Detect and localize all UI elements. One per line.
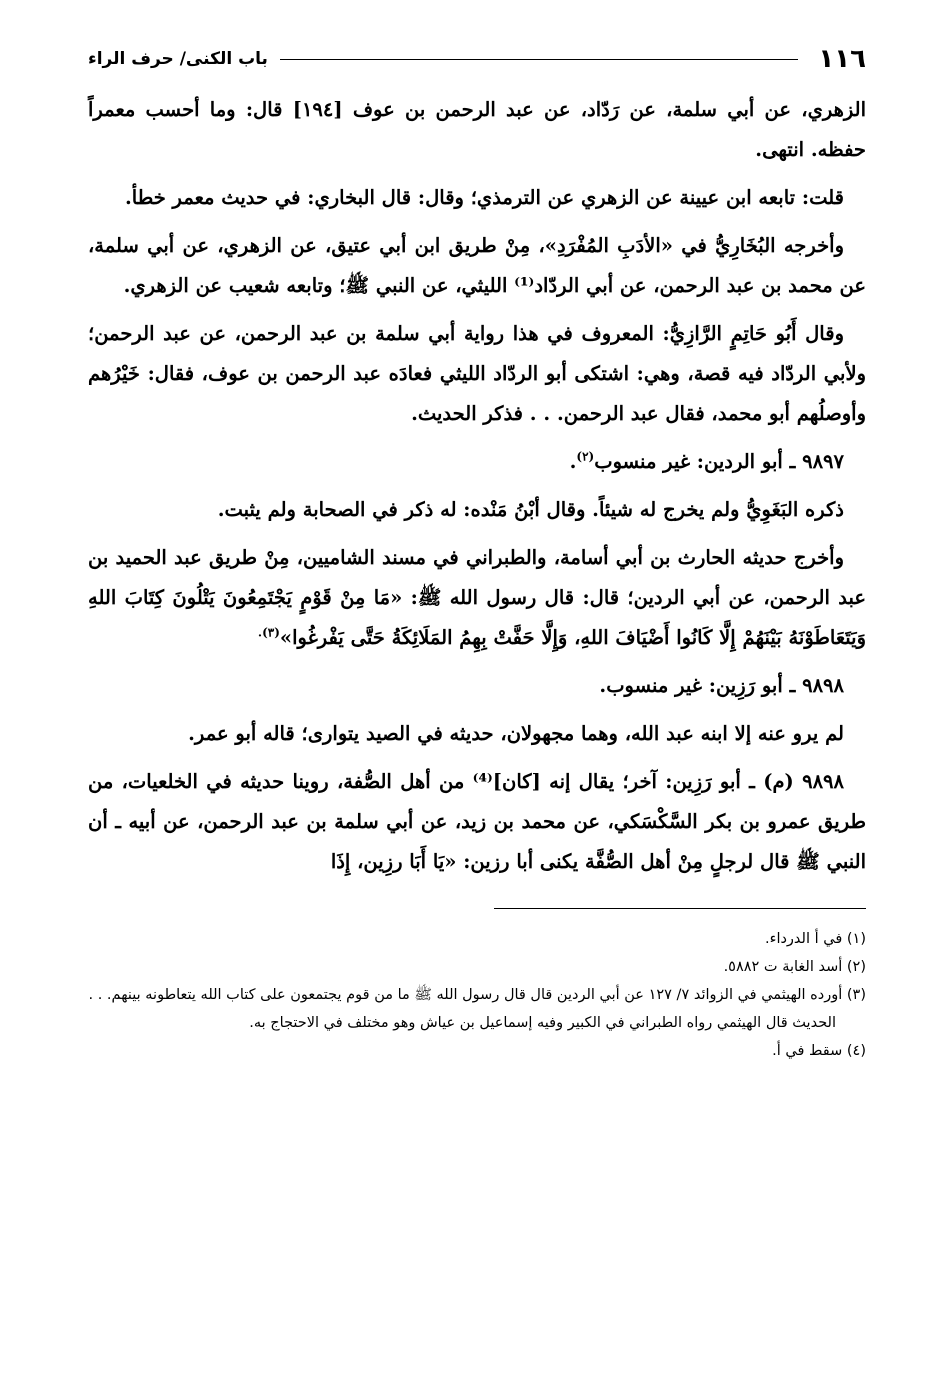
page-number: ١١٦ bbox=[818, 44, 866, 74]
entry-title: ـ أبو الردين: غير منسوب bbox=[594, 450, 796, 473]
entry-number: ٩٨٩٨ (م) bbox=[763, 770, 844, 793]
paragraph: لم يرو عنه إلا ابنه عبد الله، وهما مجهولان، حديثه في الصيد يتوارى؛ قاله أبو عمر. bbox=[188, 722, 844, 745]
footnote-mark: (٢) bbox=[576, 449, 595, 464]
paragraph: قلت: تابعه ابن عيينة عن الزهري عن الترمذي؛ وقال: قال البخاري: في حديث معمر خطأ. bbox=[124, 186, 844, 209]
book-page bbox=[88, 38, 866, 1338]
entry-9897-heading: ٩٨٩٧ ـ أبو الردين: غير منسوب$^{(٢)}$. bbox=[569, 449, 844, 473]
footnote: (١) في أ الدرداء. bbox=[765, 931, 866, 947]
entry-9898-heading bbox=[88, 666, 866, 706]
paragraph: وقال أَبُو حَاتِمٍ الرَّازِيُّ: المعروف في هذا رواية أبي سلمة بن عبد الرحمن، عن عبد الرحمن؛ ولأبي الردّاد فيه قصة، وهي: اشتكى أبو الردّاد الليثي فعادَه عبد الرحمن بن عوف، فقال: خَيْرُهم وأوصلُهم أبو محمد، فقال عبد الرحمن. . . فذكر الحديث. bbox=[88, 322, 866, 425]
header-rule bbox=[280, 59, 798, 60]
paragraph: وأخرجه البُخَارِيُّ في «الأدَبِ المُفْرَدِ»، مِنْ طريق ابن أبي عتيق، عن الزهري، عن أبي سلمة، عن محمد بن عبد الرحمن، عن أبي الردّاد⁽¹⁾ الليثي، عن النبي ﷺ؛ وتابعه شعيب عن الزهري. bbox=[88, 234, 866, 297]
entry-title: ـ أبو رَزِين: غير منسوب. bbox=[599, 674, 796, 697]
entry-9898m bbox=[88, 762, 866, 882]
footnote-mark: (٣). bbox=[257, 625, 280, 640]
footnote: (٣) أورده الهيثمي في الزوائد ٧/ ١٢٧ عن أبي الردين قال قال رسول الله ﷺ ما من قوم يجتمعون على كتاب الله يتعاطونه بينهم. . . الحديث قال الهيثمي رواه الطبراني في الكبير وفيه إسماعيل بن عياش وهو مختلف في الاحتجاج به. bbox=[88, 987, 866, 1031]
entry-text: ـ أبو رَزِين: آخر؛ يقال إنه [كان]⁽⁴⁾ من أهل الصُّفة، روينا حديثه في الخلعيات، من طريق عمرو بن بكر السَّكْسَكي، عن محمد بن زيد، عن أبي سلمة بن عبد الرحمن، عن أبيه ـ أن النبي ﷺ قال لرجلٍ مِنْ أهل الصُّفَّة يكنى أبا رزين: «يَا أَبَا رزِين، إِذَا bbox=[88, 770, 866, 873]
footnotes bbox=[88, 925, 866, 1065]
main-text bbox=[88, 90, 866, 882]
footnote: (٤) سقط في أ. bbox=[772, 1043, 866, 1059]
entry-number: ٩٨٩٨ bbox=[802, 674, 844, 697]
paragraph: الزهري، عن أبي سلمة، عن رَدّاد، عن عبد الرحمن بن عوف [١٩٤] قال: وما أحسب معمراً حفظه. انتهى. bbox=[88, 98, 866, 161]
hadith-text: وأخرج حديثه الحارث بن أبي أسامة، والطبراني في مسند الشاميين، مِنْ طريق عبد الحميد بن عبد الرحمن، عن أبي الردين؛ قال: قال رسول الله ﷺ: «مَا مِنْ قَوْمٍ يَجْتَمِعُونَ يَتْلُونَ كِتَابَ اللهِ وَيَتَعَاطَوْنَهُ بَيْنَهُمْ إِلَّا كَانُوا أَضْيَافَ اللهِ، وَإِلَّا حَفَّتْ بِهِمُ المَلَائِكَةُ حَتَّى يَفْرغُوا» bbox=[88, 546, 866, 649]
running-title: باب الكنى/ حرف الراء bbox=[88, 49, 268, 69]
footnote-rule bbox=[494, 908, 866, 909]
footnote: (٢) أسد الغابة ت ٥٨٨٢. bbox=[723, 959, 866, 975]
paragraph: ذكره البَغَوِيُّ ولم يخرج له شيئاً. وقال أبْنُ مَنْده: له ذكر في الصحابة ولم يثبت. bbox=[217, 498, 844, 521]
entry-number: ٩٨٩٧ bbox=[802, 450, 844, 473]
paragraph bbox=[88, 538, 866, 658]
page-header bbox=[88, 38, 866, 80]
